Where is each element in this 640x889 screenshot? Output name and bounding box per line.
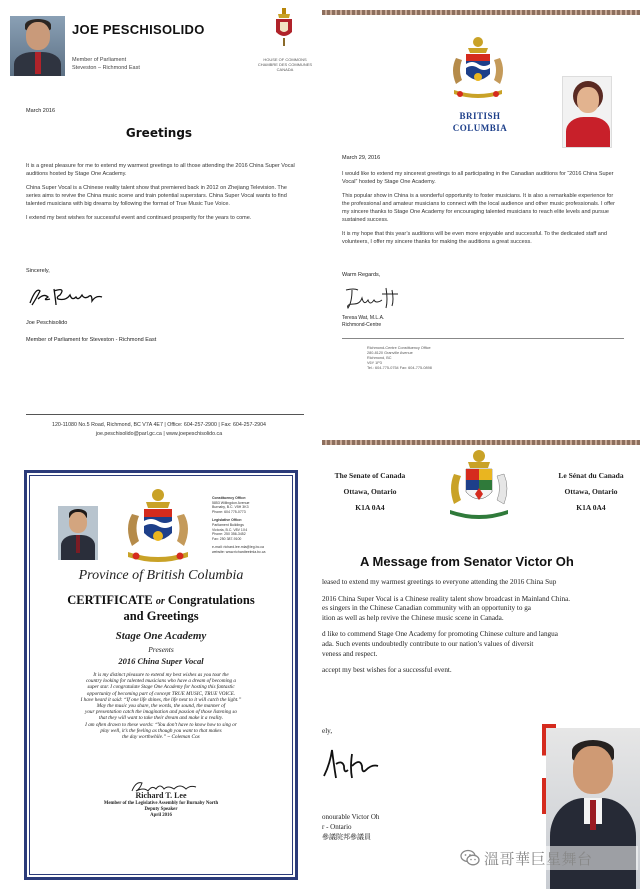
mp-name: JOE PESCHISOLIDO: [72, 22, 205, 37]
decorative-rule: [322, 10, 640, 15]
signer-block: Teresa Wat, M.L.A. Richmond-Centre: [342, 315, 385, 328]
mla-greeting-letter: [322, 0, 640, 440]
certificate-heading: CERTIFICATE or Congratulations and Greetings: [67, 593, 255, 623]
handwritten-signature: [342, 284, 408, 312]
paragraph: It is my hope that this year’s auditions will be even more enjoyable and successful. To the dedicated staff and volunteers, I offer my sincere thanks for making the auditions a great success.: [342, 231, 607, 245]
senate-address-english: The Senate of Canada Ottawa, Ontario K1A 0A4: [334, 471, 406, 512]
paragraph: China Super Vocal is a Chinese reality talent show that premiered back in 2012 on Zhejiang Television. The series aims to revive the China music scene and train potential superstars. China Super Vocal wants to find talented musicians with big dreams by following the format of True Music Tue Voice.: [26, 185, 287, 207]
office-contact-info: Constituency Office: 5853 Willingdon Avenue Burnaby, B.C. V5H 3K3 Phone: 604 775-0773 Legislative Office: Parliament Buildings Victoria, B.C. V8V 1X4 Phone: 250 356-3452 Fax: 250 387-9100 e-mail: richard.lee.mla@leg.bc.ca website: www.richardteelmla.bc.ca: [212, 496, 266, 554]
watermark-text: 溫哥華巨星舞台: [484, 849, 593, 868]
letter-body: [322, 578, 640, 683]
signer-title: Member of the Legislative Assembly for Burnaby North Deputy Speaker April 2016: [103, 801, 219, 819]
wechat-icon: [460, 849, 480, 867]
footer-divider: [26, 414, 304, 415]
paragraph: 2016 China Super Vocal is a Chinese reality talent show broadcast in Mainland China. es singers in the Chinese Canadian community with an opportunity to ga ition as well as help revive the Chinese music scene in Canada.: [322, 594, 571, 622]
certificate-body: It is my distinct pleasure to extend my best wishes as you tour the country looking for talented musicians who have a dream of becoming a super star. I congratulate Stage One Academy for hosting this fantastic opportunity of becoming part of concept TRUE MUSIC, TRUE VOICE. I have heard it said: “If one life shines, the life next to it will catch the light.” May the music you share, the words, the sound, the manner of your presentation catch the imagination and passion of those listening so that they will want to take their dream and make it a reality. I am often drawn to these words: “You don’t have to know how to sing or play well, it’s the feeling as though you want to that makes the day worthwhile.” ~ Coleman Cox: [80, 672, 242, 741]
signer-title: Member of Parliament for Steveston - Richmond East: [26, 337, 157, 343]
house-of-commons-crest-icon: [273, 8, 295, 46]
senate-message-letter: [322, 440, 640, 889]
certificate-presents: Presents: [148, 645, 174, 654]
handwritten-signature: [322, 744, 380, 784]
certificate-organization: Stage One Academy: [115, 630, 207, 642]
letter-footer: 120-11080 No.5 Road, Richmond, BC V7A 4E7 | Office: 604-257-2900 | Fax: 604-257-2904 joe.peschisolido@parl.gc.ca | www.joepeschisolido.ca: [52, 422, 266, 437]
letter-date: March 29, 2016: [342, 155, 381, 161]
letter-closing: Warm Regards,: [342, 272, 381, 278]
constituency-office-address: Richmond-Centre Constituency Office 280-8120 Granville Avenue Richmond, BC V6Y 1P3 Tel.: 604-775-0754 Fax: 604-775-0898: [367, 346, 432, 370]
british-columbia-coat-of-arms-icon: [446, 34, 510, 102]
mp-portrait-photo: [10, 16, 65, 76]
paragraph: leased to extend my warmest greetings to everyone attending the 2016 China Sup: [322, 578, 557, 586]
letter-body: [26, 162, 296, 228]
paragraph: d like to commend Stage One Academy for promoting Chinese culture and langua ada. Such events undoubtedly contribute to our nation’s values of diversit veness and respect.: [322, 630, 558, 658]
wechat-watermark: [458, 846, 638, 870]
signer-name: Richard T. Lee: [135, 791, 187, 800]
signer-name: Joe Peschisolido: [26, 320, 68, 326]
paragraph: I extend my best wishes for successful event and continued prosperity for the years to come.: [26, 215, 252, 221]
commons-caption: HOUSE OF COMMONS CHAMBRE DES COMMUNES CANADA: [257, 57, 313, 72]
mp-role: Member of Parliament Steveston – Richmond East: [72, 57, 140, 71]
signer-block: onourable Victor Oh r - Ontario 參議院邦參議員: [322, 813, 380, 841]
paragraph: It is a great pleasure for me to extend my warmest greetings to all those attending the 2016 China Super Vocal auditions hosted by Stage One Academy.: [26, 163, 295, 177]
senate-address-french: Le Sénat du Canada Ottawa, Ontario K1A 0A4: [558, 471, 624, 512]
paragraph: I would like to extend my sincerest greetings to all participating in the Canadian auditions for “2016 China Super Vocal” hosted by Stage One Academy.: [342, 171, 614, 185]
letter-closing: Sincerely,: [26, 268, 50, 274]
canada-coat-of-arms-icon: [444, 448, 514, 522]
handwritten-signature: [26, 283, 106, 309]
certificate-province: Province of British Columbia: [78, 568, 244, 583]
paragraph: This popular show in China is a wonderful opportunity to foster musicians. It is also a remarkable experience for the professional and amateur musicians to connect with the local audience and other music professionals. I offer my sincere thanks to Stage One Academy for encouraging talented musicians to reach elite levels and pursue sustained success.: [342, 193, 615, 223]
british-columbia-coat-of-arms-icon: [120, 486, 196, 566]
bc-wordmark: BRITISH COLUMBIA: [452, 111, 508, 133]
paragraph: accept my best wishes for a successful event.: [322, 666, 452, 675]
mla-portrait-photo: [58, 506, 98, 560]
letter-title: Greetings: [125, 126, 193, 140]
decorative-rule: [322, 440, 640, 445]
bc-certificate: [0, 456, 322, 889]
footer-divider: [342, 338, 624, 339]
mp-greeting-letter: [0, 0, 318, 450]
certificate-event: 2016 China Super Vocal: [118, 656, 204, 666]
letter-closing: ely,: [322, 727, 333, 735]
letter-date: March 2016: [26, 108, 56, 114]
letter-body: [342, 170, 620, 252]
mla-portrait-photo: [562, 76, 612, 148]
message-title: A Message from Senator Victor Oh: [360, 554, 574, 569]
